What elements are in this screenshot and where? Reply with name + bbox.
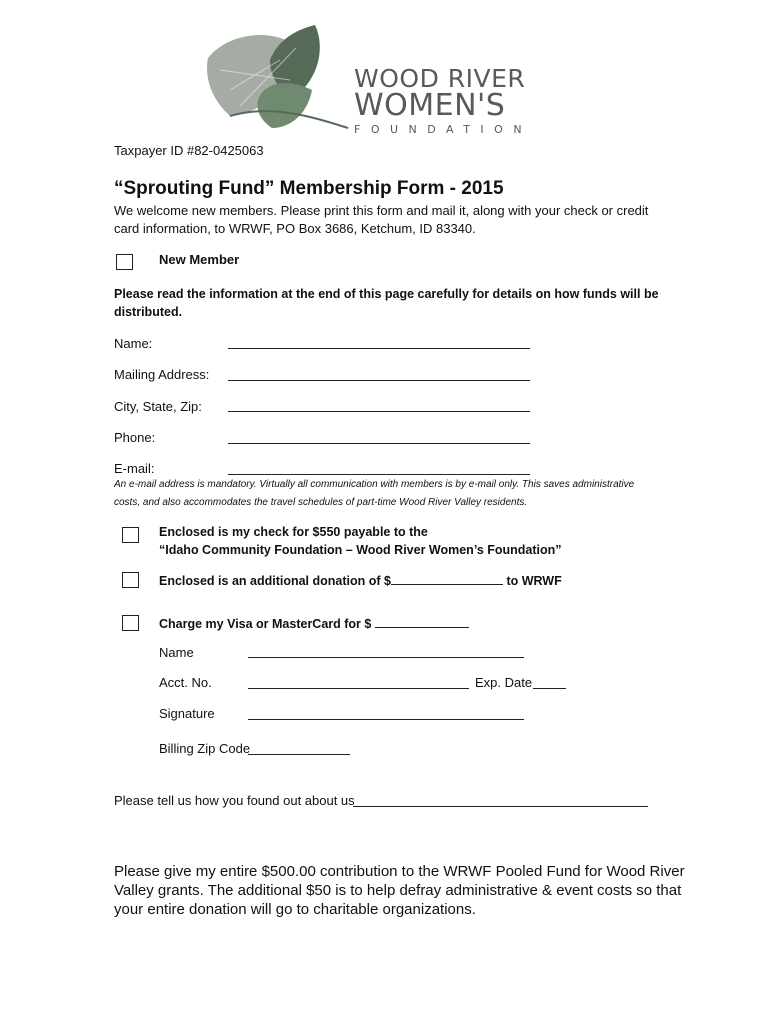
name-input-line[interactable] <box>228 348 530 349</box>
logo-wordmark <box>354 66 532 137</box>
signature-input-line[interactable] <box>248 719 524 720</box>
charge-amount-input-line[interactable] <box>375 615 469 628</box>
acct-no-input-line[interactable] <box>248 688 469 689</box>
logo-line-1: WOOD RIVER <box>354 64 526 93</box>
email-note-line-2: costs, and also accommodates the travel schedules of part-time Wood River Valley residents. <box>114 497 528 508</box>
email-label: E-mail: <box>114 461 155 476</box>
email-input-line[interactable] <box>228 474 530 475</box>
check-enclosed-checkbox[interactable] <box>122 527 139 543</box>
donation-prefix: Enclosed is an additional donation of $ <box>159 574 391 588</box>
donation-amount-input-line[interactable] <box>391 572 503 585</box>
notice-line-1: Please read the information at the end of this page carefully for details on how funds will be <box>114 287 659 301</box>
new-member-checkbox[interactable] <box>116 254 133 270</box>
exp-date-label: Exp. Date <box>475 675 533 690</box>
logo-line-3: FOUNDATION <box>354 123 533 136</box>
phone-input-line[interactable] <box>228 443 530 444</box>
card-name-label: Name <box>159 645 194 660</box>
new-member-label: New Member <box>159 252 240 267</box>
exp-date-input-line[interactable] <box>533 688 566 689</box>
closing-line-1: Please give my entire $500.00 contribution to the WRWF Pooled Fund for Wood River <box>114 863 685 880</box>
charge-card-checkbox[interactable] <box>122 615 139 631</box>
acct-no-label: Acct. No. <box>159 675 212 690</box>
logo-leaves <box>200 20 350 132</box>
taxpayer-id: Taxpayer ID #82-0425063 <box>114 143 264 158</box>
city-state-zip-label: City, State, Zip: <box>114 399 202 414</box>
charge-line <box>159 615 469 631</box>
intro-line-1: We welcome new members. Please print this form and mail it, along with your check or credit <box>114 203 649 218</box>
logo-line-2: WOMEN'S <box>354 88 506 123</box>
closing-line-2: Valley grants. The additional $50 is to help defray administrative & event costs so that <box>114 882 682 899</box>
name-label: Name: <box>114 336 153 351</box>
closing-line-3: your entire donation will go to charitable organizations. <box>114 901 476 918</box>
charge-label: Charge my Visa or MasterCard for $ <box>159 617 372 631</box>
card-name-input-line[interactable] <box>248 657 524 658</box>
leaf-mid <box>258 83 312 128</box>
check-line-2: “Idaho Community Foundation – Wood River Women’s Foundation” <box>159 543 562 557</box>
donation-line <box>159 572 562 588</box>
email-note-line-1: An e-mail address is mandatory. Virtually all communication with members is by e-mail only. This saves administrative <box>114 479 635 490</box>
page-title: “Sprouting Fund” Membership Form - 2015 <box>114 178 504 199</box>
check-line-1: Enclosed is my check for $550 payable to the <box>159 525 428 539</box>
phone-label: Phone: <box>114 430 156 445</box>
notice-line-2: distributed. <box>114 305 183 319</box>
mailing-address-input-line[interactable] <box>228 380 530 381</box>
billing-zip-label: Billing Zip Code <box>159 741 251 756</box>
billing-zip-input-line[interactable] <box>248 754 350 755</box>
signature-label: Signature <box>159 706 215 721</box>
additional-donation-checkbox[interactable] <box>122 572 139 588</box>
found-out-input-line[interactable] <box>353 806 648 807</box>
intro-line-2: card information, to WRWF, PO Box 3686, Ketchum, ID 83340. <box>114 221 476 236</box>
donation-suffix: to WRWF <box>502 574 562 588</box>
found-out-label: Please tell us how you found out about us <box>114 793 355 808</box>
mailing-address-label: Mailing Address: <box>114 367 210 382</box>
city-state-zip-input-line[interactable] <box>228 411 530 412</box>
